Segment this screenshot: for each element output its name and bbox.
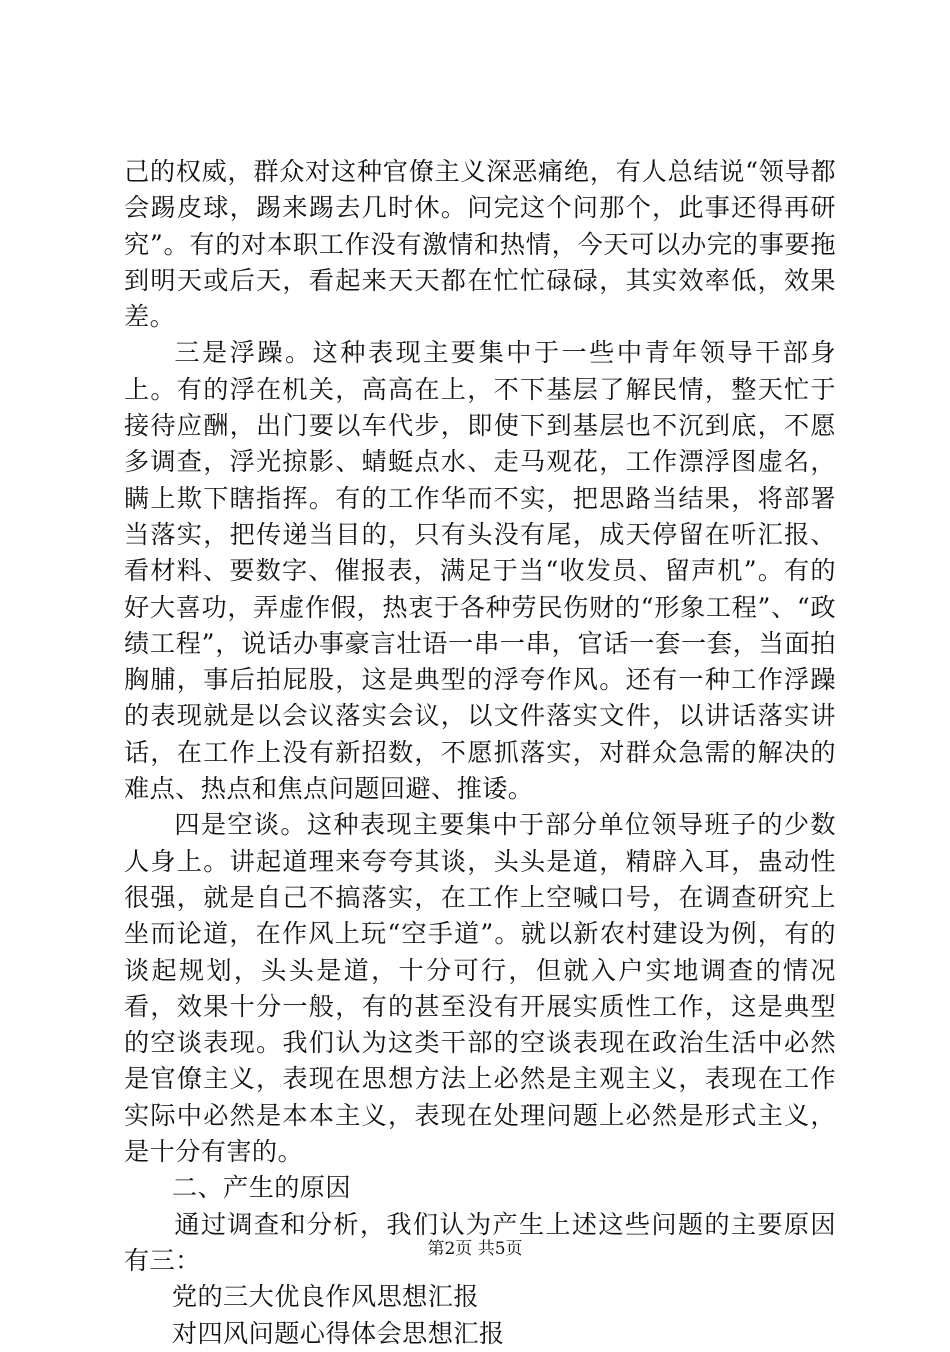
paragraph-continuation: 己的权威，群众对这种官僚主义深恶痛绝，有人总结说“领导都会踢皮球，踢来踢去几时休。问完这个问那个，此事还得再研究”。有的对本职工作没有激情和热情，今天可以办完的事要拖到明天或后天，看起来天天都在忙忙碌碌，其实效率低，效果差。: [124, 157, 836, 332]
section-heading-causes: 二、产生的原因: [171, 1173, 351, 1203]
page-number-footer: 第2页 共5页: [427, 1239, 523, 1259]
paragraph-causes-intro: 通过调查和分析，我们认为产生上述这些问题的主要原因有三：: [124, 1209, 836, 1275]
related-title-2: 对四风问题心得体会思想汇报: [171, 1318, 505, 1348]
document-body: [124, 154, 836, 1352]
paragraph-kongtan: 四是空谈。这种表现主要集中于部分单位领导班子的少数人身上。讲起道理来夸夸其谈，头头是道，精辟入耳，蛊动性很强，就是自己不搞落实，在工作上空喊口号，在调查研究上坐而论道，在作风上玩“空手道”。就以新农村建设为例，有的谈起规划，头头是道，十分可行，但就入户实地调查的情况看，效果十分一般，有的甚至没有开展实质性工作，这是典型的空谈表现。我们认为这类干部的空谈表现在政治生活中必然是官僚主义，表现在思想方法上必然是主观主义，表现在工作实际中必然是本本主义，表现在处理问题上必然是形式主义，是十分有害的。: [124, 810, 836, 1167]
related-title-1: 党的三大优良作风思想汇报: [171, 1282, 479, 1312]
paragraph-fuzao: 三是浮躁。这种表现主要集中于一些中青年领导干部身上。有的浮在机关，高高在上，不下基层了解民情，整天忙于接待应酬，出门要以车代步，即使下到基层也不沉到底，不愿多调查，浮光掠影、蜻蜓点水、走马观花，工作漂浮图虚名，瞒上欺下瞎指挥。有的工作华而不实，把思路当结果，将部署当落实，把传递当目的，只有头没有尾，成天停留在听汇报、看材料、要数字、催报表，满足于当“收发员、留声机”。有的好大喜功，弄虚作假，热衷于各种劳民伤财的“形象工程”、“政绩工程”，说话办事豪言壮语一串一串，官话一套一套，当面拍胸脯，事后拍屁股，这是典型的浮夸作风。还有一种工作浮躁的表现就是以会议落实会议，以文件落实文件，以讲话落实讲话，在工作上没有新招数，不愿抓落实，对群众急需的解决的难点、热点和焦点问题回避、推诿。: [124, 338, 836, 804]
